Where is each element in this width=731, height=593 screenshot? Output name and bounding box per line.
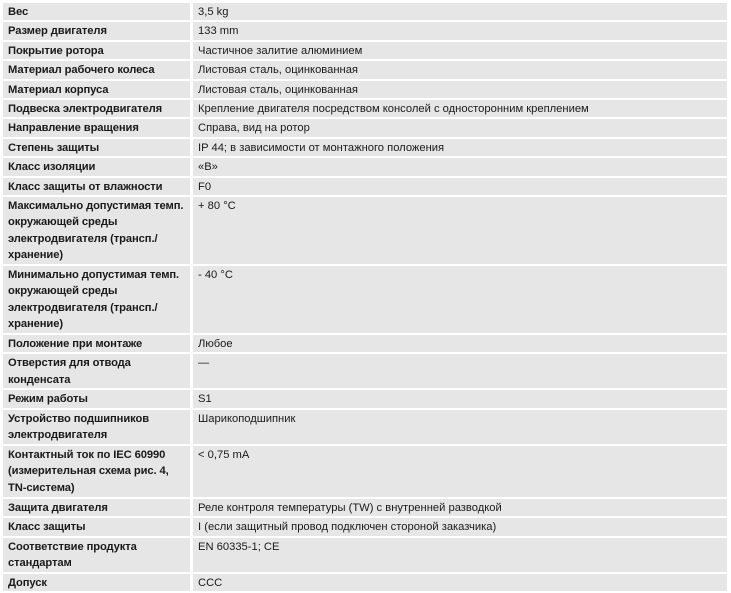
spec-label: Степень защиты	[3, 139, 190, 156]
table-row	[3, 538, 727, 572]
spec-label: Материал рабочего колеса	[3, 61, 190, 78]
spec-value: Листовая сталь, оцинкованная	[190, 61, 727, 78]
spec-value: —	[190, 354, 727, 388]
spec-label: Режим работы	[3, 390, 190, 407]
spec-value: < 0,75 mA	[190, 446, 727, 497]
spec-label: Отверстия для отвода конденсата	[3, 354, 190, 388]
spec-value: 133 mm	[190, 22, 727, 39]
spec-value: I (если защитный провод подключен стороной заказчика)	[190, 518, 727, 535]
table-row	[3, 22, 727, 39]
spec-label: Устройство подшипников электродвигателя	[3, 410, 190, 444]
spec-label: Класс защиты от влажности	[3, 178, 190, 195]
table-row	[3, 61, 727, 78]
table-row	[3, 158, 727, 175]
table-row	[3, 390, 727, 407]
spec-label: Направление вращения	[3, 119, 190, 136]
table-row	[3, 335, 727, 352]
spec-value: EN 60335-1; CE	[190, 538, 727, 572]
spec-label: Минимально допустимая темп. окружающей среды электродвигателя (трансп./хранение)	[3, 266, 190, 333]
spec-value: Справа, вид на ротор	[190, 119, 727, 136]
spec-value: + 80 °C	[190, 197, 727, 264]
spec-value: CCC	[190, 574, 727, 591]
spec-table	[3, 1, 727, 593]
table-row	[3, 42, 727, 59]
table-row	[3, 410, 727, 444]
spec-value: IP 44; в зависимости от монтажного положения	[190, 139, 727, 156]
spec-label: Вес	[3, 3, 190, 20]
spec-label: Размер двигателя	[3, 22, 190, 39]
spec-value: Крепление двигателя посредством консолей с односторонним креплением	[190, 100, 727, 117]
spec-label: Класс изоляции	[3, 158, 190, 175]
spec-label: Защита двигателя	[3, 499, 190, 516]
spec-label: Класс защиты	[3, 518, 190, 535]
table-row	[3, 197, 727, 264]
table-row	[3, 178, 727, 195]
spec-value: F0	[190, 178, 727, 195]
spec-value: «B»	[190, 158, 727, 175]
table-row	[3, 266, 727, 333]
spec-label: Материал корпуса	[3, 81, 190, 98]
spec-label: Максимально допустимая темп. окружающей среды электродвигателя (трансп./хранение)	[3, 197, 190, 264]
spec-label: Допуск	[3, 574, 190, 591]
spec-label: Покрытие ротора	[3, 42, 190, 59]
spec-value: 3,5 kg	[190, 3, 727, 20]
table-row	[3, 3, 727, 20]
spec-table-body	[3, 3, 727, 591]
spec-value: Листовая сталь, оцинкованная	[190, 81, 727, 98]
spec-value: Любое	[190, 335, 727, 352]
spec-label: Подвеска электродвигателя	[3, 100, 190, 117]
table-row	[3, 354, 727, 388]
spec-value: Шарикоподшипник	[190, 410, 727, 444]
table-row	[3, 574, 727, 591]
spec-label: Положение при монтаже	[3, 335, 190, 352]
spec-value: - 40 °C	[190, 266, 727, 333]
table-row	[3, 139, 727, 156]
table-row	[3, 499, 727, 516]
table-row	[3, 100, 727, 117]
spec-value: Частичное залитие алюминием	[190, 42, 727, 59]
table-row	[3, 518, 727, 535]
table-row	[3, 81, 727, 98]
spec-label: Соответствие продукта стандартам	[3, 538, 190, 572]
table-row	[3, 446, 727, 497]
table-row	[3, 119, 727, 136]
spec-value: S1	[190, 390, 727, 407]
spec-label: Контактный ток по IEC 60990 (измерительная схема рис. 4, TN-система)	[3, 446, 190, 497]
spec-value: Реле контроля температуры (TW) с внутренней разводкой	[190, 499, 727, 516]
